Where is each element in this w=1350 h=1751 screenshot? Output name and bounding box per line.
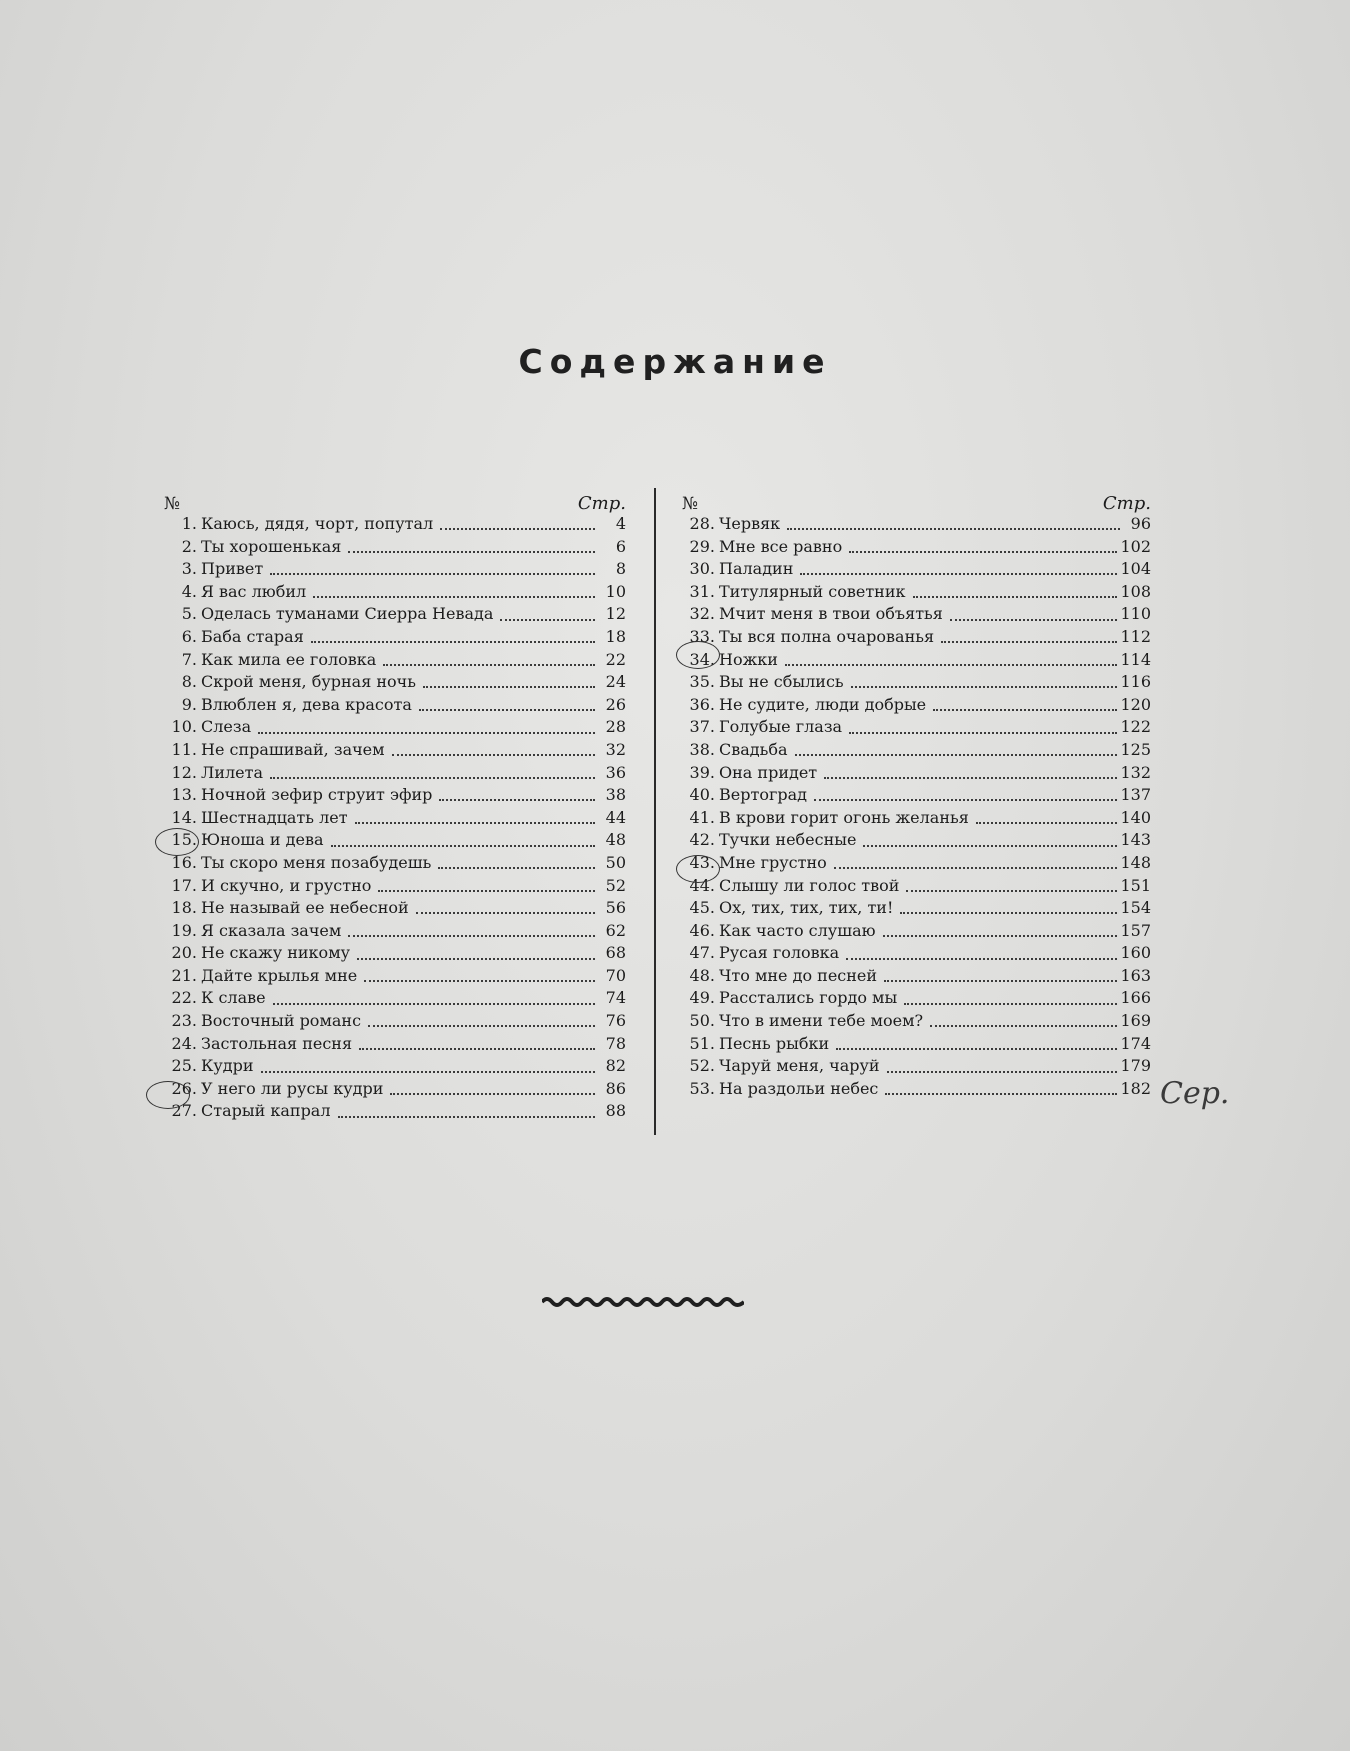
toc-entry (164, 943, 626, 966)
entry-title: Не называй ее небесной (201, 898, 409, 918)
entry-title: Что мне до песней (719, 965, 878, 985)
entry-number: 8. (181, 672, 197, 692)
column-divider (654, 488, 656, 1135)
entry-page: 36 (605, 762, 626, 782)
entry-title: Вы не сбылись (719, 672, 844, 692)
entry-title: Не спрашивай, зачем (201, 739, 385, 759)
column-header (164, 490, 626, 514)
dot-leader (270, 777, 595, 779)
dot-leader (423, 686, 595, 688)
entry-number: 53. (689, 1078, 715, 1098)
number-header: № (682, 494, 699, 514)
entry-title: Червяк (719, 514, 781, 533)
entry-page: 50 (605, 852, 626, 872)
toc-rows-left (164, 514, 626, 1124)
toc-entry (682, 582, 1151, 605)
dot-leader (378, 890, 595, 892)
toc-entry (682, 740, 1151, 763)
entry-number: 44. (689, 875, 715, 895)
entry-title: Скрой меня, бурная ночь (201, 672, 416, 692)
entry-page: 151 (1120, 875, 1151, 895)
entry-page: 70 (605, 965, 626, 985)
entry-title: Ножки (719, 649, 778, 669)
dot-leader (383, 664, 595, 666)
entry-number: 19. (171, 920, 197, 940)
entry-number: 21. (171, 965, 197, 985)
entry-number: 9. (181, 694, 197, 714)
entry-title: Застольная песня (201, 1033, 353, 1053)
entry-number: 4. (181, 581, 197, 601)
entry-page: 137 (1120, 785, 1151, 805)
entry-title: Ты вся полна очарованья (719, 626, 935, 646)
entry-page: 154 (1120, 898, 1151, 918)
entry-number: 24. (171, 1033, 197, 1053)
entry-page: 143 (1120, 830, 1151, 850)
entry-page: 166 (1120, 988, 1151, 1008)
toc-entry (164, 1011, 626, 1034)
entry-number: 35. (689, 672, 715, 692)
entry-page: 102 (1120, 536, 1151, 556)
entry-page: 88 (605, 1101, 626, 1121)
dot-leader (311, 641, 595, 643)
pencil-circle-mark (146, 1081, 190, 1109)
pencil-circle-mark (676, 852, 720, 883)
dot-leader (338, 1116, 595, 1118)
toc-entry (164, 808, 626, 831)
entry-title: Как часто слушаю (719, 920, 876, 940)
entry-number: 26. (171, 1078, 197, 1098)
entry-title: Влюблен я, дева красота (201, 694, 412, 714)
dot-leader (933, 709, 1117, 711)
entry-page: 160 (1120, 943, 1151, 963)
dot-leader (787, 528, 1120, 530)
entry-number: 14. (171, 807, 197, 827)
entry-page: 82 (605, 1056, 626, 1076)
toc-entry (164, 966, 626, 989)
toc-entry (164, 604, 626, 627)
entry-number: 28. (689, 514, 715, 533)
entry-page: 28 (605, 717, 626, 737)
entry-title: Дайте крылья мне (201, 965, 358, 985)
entry-title: На раздольи небес (719, 1078, 879, 1098)
dot-leader (976, 822, 1118, 824)
entry-page: 18 (605, 626, 626, 646)
page-header: Стр. (577, 493, 626, 514)
dot-leader (849, 732, 1117, 734)
toc-entry (682, 876, 1151, 899)
entry-page: 122 (1120, 717, 1151, 737)
toc-entry (682, 1034, 1151, 1057)
entry-title: Каюсь, дядя, чорт, попутал (201, 514, 434, 533)
entry-title: Она придет (719, 762, 818, 782)
toc-entry (164, 1034, 626, 1057)
entry-title: Ночной зефир струит эфир (201, 785, 433, 805)
entry-number: 42. (689, 830, 715, 850)
entry-number: 38. (689, 739, 715, 759)
dot-leader (355, 822, 595, 824)
dot-leader (392, 754, 595, 756)
entry-number: 51. (689, 1033, 715, 1053)
entry-title: Русая головка (719, 943, 840, 963)
dot-leader (359, 1048, 595, 1050)
dot-leader (390, 1093, 595, 1095)
toc-entry (682, 650, 1151, 673)
entry-page: 110 (1120, 604, 1151, 624)
entry-page: 140 (1120, 807, 1151, 827)
toc-entry (682, 672, 1151, 695)
toc-entry (164, 650, 626, 673)
dot-leader (438, 867, 595, 869)
entry-number: 16. (171, 852, 197, 872)
entry-number: 32. (689, 604, 715, 624)
toc-entry (164, 988, 626, 1011)
handwritten-note: Сер. (1160, 1076, 1230, 1111)
toc-entry (682, 1056, 1151, 1079)
entry-number: 33. (689, 626, 715, 646)
entry-number: 6. (181, 626, 197, 646)
entry-number: 39. (689, 762, 715, 782)
entry-page: 174 (1120, 1033, 1151, 1053)
entry-number: 49. (689, 988, 715, 1008)
entry-title: Мне грустно (719, 852, 827, 872)
entry-title: Оделась туманами Сиерра Невада (201, 604, 494, 624)
entry-title: Юноша и дева (201, 830, 324, 850)
dot-leader (785, 664, 1117, 666)
toc-entry (164, 830, 626, 853)
entry-title: Восточный романс (201, 1011, 362, 1031)
entry-page: 62 (605, 920, 626, 940)
entry-page: 56 (605, 898, 626, 918)
dot-leader (500, 619, 595, 621)
toc-entry (164, 1101, 626, 1124)
entry-title: Ох, тих, тих, тих, ти! (719, 898, 894, 918)
dot-leader (331, 845, 595, 847)
entry-page: 148 (1120, 852, 1151, 872)
entry-title: И скучно, и грустно (201, 875, 372, 895)
toc-entry (164, 853, 626, 876)
entry-title: К славе (201, 988, 266, 1008)
toc-entry (164, 921, 626, 944)
page-title: Содержание (518, 342, 832, 381)
dot-leader (863, 845, 1117, 847)
entry-page: 116 (1120, 672, 1151, 692)
toc-entry (682, 785, 1151, 808)
entry-number: 46. (689, 920, 715, 940)
entry-number: 34. (689, 649, 715, 669)
toc-entry (164, 514, 626, 537)
entry-title: Шестнадцать лет (201, 807, 348, 827)
toc-entry (164, 1079, 626, 1102)
toc-entry (682, 898, 1151, 921)
entry-number: 2. (181, 536, 197, 556)
entry-number: 40. (689, 785, 715, 805)
entry-page: 8 (615, 559, 626, 579)
entry-page: 4 (615, 514, 626, 533)
dot-leader (368, 1025, 595, 1027)
toc-entry (682, 808, 1151, 831)
toc-column-left (164, 490, 626, 1124)
entry-page: 32 (605, 739, 626, 759)
toc-entry (164, 695, 626, 718)
page-header: Стр. (1102, 493, 1151, 514)
pencil-circle-mark (676, 641, 720, 669)
dot-leader (930, 1025, 1117, 1027)
entry-page: 26 (605, 694, 626, 714)
entry-number: 45. (689, 898, 715, 918)
toc-entry (164, 740, 626, 763)
entry-title: Лилета (201, 762, 264, 782)
entry-title: Я сказала зачем (201, 920, 342, 940)
toc-entry (164, 672, 626, 695)
entry-number: 31. (689, 581, 715, 601)
entry-title: Старый капрал (201, 1101, 331, 1121)
dot-leader (883, 935, 1118, 937)
entry-title: Кудри (201, 1056, 254, 1076)
dot-leader (273, 1003, 595, 1005)
entry-title: Расстались гордо мы (719, 988, 898, 1008)
toc-entry (164, 537, 626, 560)
entry-number: 7. (181, 649, 197, 669)
toc-entry (682, 717, 1151, 740)
entry-number: 23. (171, 1011, 197, 1031)
entry-page: 48 (605, 830, 626, 850)
dot-leader (357, 958, 595, 960)
toc-entry (164, 559, 626, 582)
dot-leader (419, 709, 595, 711)
dot-leader (313, 596, 595, 598)
entry-number: 13. (171, 785, 197, 805)
entry-title: Что в имени тебе моем? (719, 1011, 924, 1031)
entry-page: 157 (1120, 920, 1151, 940)
toc-entry (682, 763, 1151, 786)
entry-number: 50. (689, 1011, 715, 1031)
entry-number: 20. (171, 943, 197, 963)
entry-number: 5. (181, 604, 197, 624)
dot-leader (846, 958, 1117, 960)
entry-page: 169 (1120, 1011, 1151, 1031)
dot-leader (364, 980, 595, 982)
dot-leader (416, 912, 595, 914)
toc-entry (682, 537, 1151, 560)
entry-page: 24 (605, 672, 626, 692)
entry-title: Титулярный советник (719, 581, 906, 601)
entry-page: 6 (615, 536, 626, 556)
dot-leader (887, 1071, 1118, 1073)
toc-entry (682, 1011, 1151, 1034)
dot-leader (348, 935, 595, 937)
entry-title: Ты скоро меня позабудешь (201, 852, 432, 872)
column-header (682, 490, 1151, 514)
entry-number: 27. (171, 1101, 197, 1121)
entry-number: 22. (171, 988, 197, 1008)
entry-page: 10 (605, 581, 626, 601)
toc-entry (682, 627, 1151, 650)
entry-number: 43. (689, 852, 715, 872)
dot-leader (904, 1003, 1117, 1005)
toc-entry (164, 627, 626, 650)
entry-number: 18. (171, 898, 197, 918)
entry-title: Голубые глаза (719, 717, 843, 737)
entry-title: Тучки небесные (719, 830, 857, 850)
toc-entry (682, 921, 1151, 944)
entry-number: 48. (689, 965, 715, 985)
entry-title: Слышу ли голос твой (719, 875, 900, 895)
entry-page: 179 (1120, 1056, 1151, 1076)
pencil-circle-mark (155, 828, 199, 856)
entry-page: 114 (1120, 649, 1151, 669)
entry-title: Привет (201, 559, 264, 579)
entry-number: 29. (689, 536, 715, 556)
entry-title: Слеза (201, 717, 252, 737)
dot-leader (851, 686, 1118, 688)
entry-title: Паладин (719, 559, 794, 579)
entry-number: 37. (689, 717, 715, 737)
dot-leader (795, 754, 1118, 756)
entry-number: 1. (181, 514, 197, 533)
entry-page: 52 (605, 875, 626, 895)
entry-title: Баба старая (201, 626, 304, 646)
entry-title: Ты хорошенькая (201, 536, 342, 556)
dot-leader (913, 596, 1118, 598)
toc-entry (682, 966, 1151, 989)
dot-leader (800, 573, 1117, 575)
dot-leader (849, 551, 1117, 553)
dot-leader (824, 777, 1117, 779)
toc-entry (682, 604, 1151, 627)
dot-leader (834, 867, 1118, 869)
dot-leader (885, 1093, 1117, 1095)
entry-title: Не скажу никому (201, 943, 351, 963)
entry-title: Песнь рыбки (719, 1033, 830, 1053)
entry-number: 11. (171, 739, 197, 759)
dot-leader (258, 732, 595, 734)
entry-page: 68 (605, 943, 626, 963)
entry-page: 76 (605, 1011, 626, 1031)
entry-page: 108 (1120, 581, 1151, 601)
entry-title: Свадьба (719, 739, 788, 759)
entry-number: 52. (689, 1056, 715, 1076)
entry-number: 25. (171, 1056, 197, 1076)
dot-leader (270, 573, 595, 575)
toc-entry (682, 559, 1151, 582)
number-header: № (164, 494, 181, 514)
entry-page: 125 (1120, 739, 1151, 759)
toc-entry (682, 514, 1151, 537)
entry-page: 12 (605, 604, 626, 624)
entry-title: У него ли русы кудри (201, 1078, 384, 1098)
dot-leader (941, 641, 1117, 643)
entry-number: 36. (689, 694, 715, 714)
toc-column-right (682, 490, 1151, 1101)
entry-page: 38 (605, 785, 626, 805)
entry-page: 86 (605, 1078, 626, 1098)
toc-entry (164, 1056, 626, 1079)
entry-number: 30. (689, 559, 715, 579)
toc-entry (682, 695, 1151, 718)
entry-number: 17. (171, 875, 197, 895)
toc-entry (682, 830, 1151, 853)
entry-title: Не судите, люди добрые (719, 694, 927, 714)
toc-entry (682, 853, 1151, 876)
entry-page: 163 (1120, 965, 1151, 985)
entry-page: 132 (1120, 762, 1151, 782)
entry-title: Мне все равно (719, 536, 843, 556)
entry-title: В крови горит огонь желанья (719, 807, 969, 827)
dot-leader (884, 980, 1117, 982)
entry-page: 104 (1120, 559, 1151, 579)
dot-leader (836, 1048, 1117, 1050)
toc-rows-right (682, 514, 1151, 1101)
entry-number: 12. (171, 762, 197, 782)
toc-entry (164, 876, 626, 899)
entry-title: Вертоград (719, 785, 807, 805)
toc-entry (164, 763, 626, 786)
entry-page: 120 (1120, 694, 1151, 714)
entry-page: 112 (1120, 626, 1151, 646)
toc-entry (164, 898, 626, 921)
dot-leader (906, 890, 1117, 892)
dot-leader (348, 551, 595, 553)
entry-title: Как мила ее головка (201, 649, 377, 669)
entry-title: Я вас любил (201, 581, 307, 601)
dot-leader (814, 799, 1117, 801)
dot-leader (439, 799, 595, 801)
dot-leader (950, 619, 1118, 621)
entry-number: 47. (689, 943, 715, 963)
entry-number: 41. (689, 807, 715, 827)
entry-page: 22 (605, 649, 626, 669)
dot-leader (900, 912, 1117, 914)
toc-entry (682, 943, 1151, 966)
entry-number: 3. (181, 559, 197, 579)
dot-leader (440, 528, 595, 530)
ornament-divider (542, 1296, 744, 1308)
entry-number: 10. (171, 717, 197, 737)
dot-leader (261, 1071, 595, 1073)
entry-title: Мчит меня в твои объятья (719, 604, 943, 624)
toc-entry (682, 1079, 1151, 1102)
toc-entry (164, 582, 626, 605)
entry-page: 96 (1130, 514, 1151, 533)
toc-entry (164, 717, 626, 740)
entry-page: 78 (605, 1033, 626, 1053)
toc-entry (682, 988, 1151, 1011)
entry-page: 74 (605, 988, 626, 1008)
entry-number: 15. (171, 830, 197, 850)
entry-page: 182 (1120, 1078, 1151, 1098)
entry-title: Чаруй меня, чаруй (719, 1056, 880, 1076)
toc-entry (164, 785, 626, 808)
entry-page: 44 (605, 807, 626, 827)
